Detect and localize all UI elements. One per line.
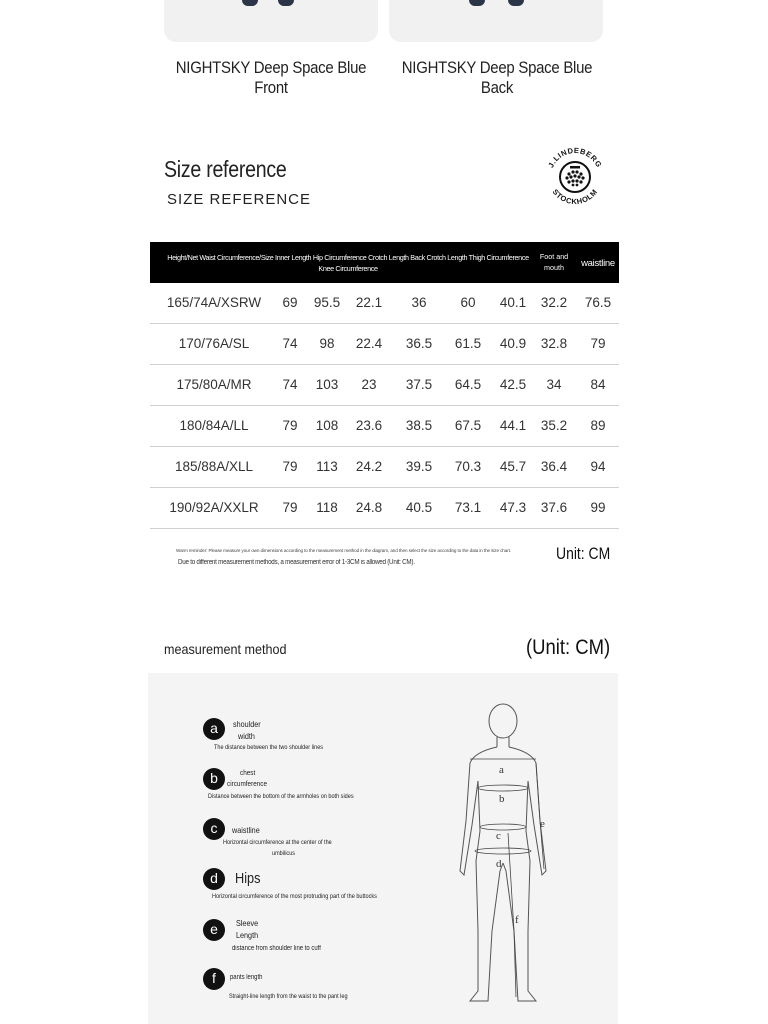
measurement-diagram	[148, 673, 618, 1024]
size-cell: 180/84A/LL	[179, 418, 249, 433]
size-cell: 185/88A/XLL	[174, 459, 254, 474]
measurement-cell: 23.6	[355, 418, 383, 433]
body-figure-illustration	[448, 701, 568, 1011]
measurement-cell: 40.5	[405, 500, 433, 515]
size-reference-subtitle: SIZE REFERENCE	[167, 191, 312, 208]
measurement-cell: 24.2	[355, 459, 383, 474]
product-image-back[interactable]	[389, 0, 603, 42]
table-row	[150, 365, 619, 406]
measurement-cell: 40.1	[499, 295, 527, 310]
measurement-cell: 74	[282, 377, 298, 392]
badge-b: b	[203, 768, 225, 790]
size-cell: 165/74A/XSRW	[166, 295, 262, 310]
measurement-cell: 103	[315, 377, 339, 392]
measurement-cell: 69	[282, 295, 298, 310]
measurement-cell: 39.5	[405, 459, 433, 474]
item-e-label: Sleeve	[236, 918, 259, 928]
measurement-cell: 38.5	[405, 418, 433, 433]
badge-d: d	[203, 868, 225, 890]
item-c-label: waistline	[232, 825, 260, 835]
item-d-label: Hips	[235, 870, 261, 887]
measurement-cell: 84	[590, 377, 606, 392]
item-a-label2: width	[238, 731, 255, 741]
item-b-label2: circumference	[227, 779, 268, 788]
measurement-cell: 79	[590, 336, 606, 351]
measurement-cell: 35.2	[540, 418, 568, 433]
measurement-cell: 23	[361, 377, 377, 392]
table-row	[150, 324, 619, 365]
figure-label-f: f	[515, 914, 519, 926]
size-table	[150, 242, 619, 529]
measurement-cell: 98	[319, 336, 335, 351]
measurement-cell: 36	[411, 295, 427, 310]
measurement-cell: 70.3	[454, 459, 482, 474]
measurement-cell: 89	[590, 418, 606, 433]
pant-leg-shape	[508, 0, 524, 6]
table-row	[150, 406, 619, 447]
figure-label-e: e	[540, 818, 545, 830]
size-cell: 175/80A/MR	[176, 377, 252, 392]
measurement-cell: 47.3	[499, 500, 527, 515]
measurement-cell: 22.1	[355, 295, 383, 310]
figure-label-d: d	[496, 858, 502, 870]
item-c-desc2: umbilicus	[272, 850, 296, 857]
table-row	[150, 447, 619, 488]
product-image-front[interactable]	[164, 0, 378, 42]
measurement-cell: 37.5	[405, 377, 433, 392]
measurement-cell: 67.5	[454, 418, 482, 433]
measurement-cell: 79	[282, 418, 298, 433]
measurement-cell: 32.2	[540, 295, 568, 310]
measurement-cell: 45.7	[499, 459, 527, 474]
figure-label-c: c	[496, 830, 501, 842]
table-header	[150, 242, 619, 283]
pant-leg-shape	[242, 0, 258, 6]
item-d-desc: Horizontal circumference of the most protruding part of the buttocks	[212, 893, 377, 900]
item-e-label2: Length	[236, 930, 259, 940]
measurement-cell: 22.4	[355, 336, 383, 351]
measurement-cell: 79	[282, 459, 298, 474]
table-unit: Unit: CM	[556, 544, 611, 563]
measurement-cell: 94	[590, 459, 606, 474]
measurement-cell: 61.5	[454, 336, 482, 351]
measurement-cell: 42.5	[499, 377, 527, 392]
measurement-cell: 32.8	[540, 336, 568, 351]
pant-leg-shape	[278, 0, 294, 6]
measurement-cell: 64.5	[454, 377, 482, 392]
measurement-cell: 36.5	[405, 336, 433, 351]
measurement-method-title: measurement method	[164, 641, 287, 657]
figure-label-b: b	[499, 793, 505, 805]
measurement-cell: 95.5	[313, 295, 341, 310]
item-f-label: pants length	[230, 974, 263, 981]
item-b-label: chest	[240, 768, 256, 777]
header-foot-mouth: Foot and mouth	[539, 252, 569, 272]
measurement-unit: (Unit: CM)	[526, 636, 611, 659]
measurement-cell: 60	[460, 295, 476, 310]
header-measurements: Height/Net Waist Circumference/Size Inner Length Hip Circumference Crotch Length Back Crotch Length Thigh Circumference Knee Circumference	[167, 253, 529, 273]
item-b-desc: Distance between the bottom of the armholes on both sides	[208, 793, 354, 800]
measurement-cell: 34	[546, 377, 562, 392]
measurement-error-note: Due to different measurement methods, a measurement error of 1-3CM is allowed (Unit: CM).	[178, 559, 415, 566]
measurement-cell: 108	[315, 418, 339, 433]
item-f-desc: Straight-line length from the waist to the pant leg	[229, 993, 348, 1000]
measurement-cell: 73.1	[454, 500, 482, 515]
measurement-cell: 24.8	[355, 500, 383, 515]
measurement-cell: 76.5	[584, 295, 612, 310]
size-cell: 190/92A/XXLR	[169, 500, 259, 515]
measurement-cell: 37.6	[540, 500, 568, 515]
pant-leg-shape	[469, 0, 485, 6]
item-c-desc: Horizontal circumference at the center of the	[223, 839, 332, 846]
measurement-cell: 44.1	[499, 418, 527, 433]
header-waistline: waistline	[581, 258, 615, 269]
measurement-cell: 40.9	[499, 336, 527, 351]
warm-reminder-note: Warm reminder: Please measure your own dimensions according to the measurement method in the diagram, and then select the size according to the data in the size chart.	[176, 548, 511, 553]
table-row	[150, 488, 619, 529]
figure-label-a: a	[499, 764, 504, 776]
badge-a: a	[203, 718, 225, 740]
badge-e: e	[203, 919, 225, 941]
measurement-cell: 36.4	[540, 459, 568, 474]
measurement-cell: 99	[590, 500, 606, 515]
front-caption: NIGHTSKY Deep Space Blue Front	[175, 58, 367, 97]
measurement-cell: 74	[282, 336, 298, 351]
size-reference-title: Size reference	[164, 156, 287, 182]
item-a-label: shoulder	[233, 719, 261, 729]
back-caption: NIGHTSKY Deep Space Blue Back	[401, 58, 593, 97]
logo-top-text: J.LINDEBERG	[546, 145, 604, 170]
badge-f: f	[203, 968, 225, 990]
measurement-cell: 118	[316, 500, 338, 515]
badge-c: c	[203, 818, 225, 840]
item-e-desc: distance from shoulder line to cuff	[232, 945, 321, 952]
table-row	[150, 283, 619, 324]
item-a-desc: The distance between the two shoulder lines	[214, 744, 324, 751]
measurement-cell: 113	[316, 459, 338, 474]
measurement-cell: 79	[282, 500, 298, 515]
brand-logo	[542, 144, 608, 210]
logo-bottom-text: STOCKHOLM	[550, 187, 600, 207]
size-cell: 170/76A/SL	[178, 336, 250, 351]
